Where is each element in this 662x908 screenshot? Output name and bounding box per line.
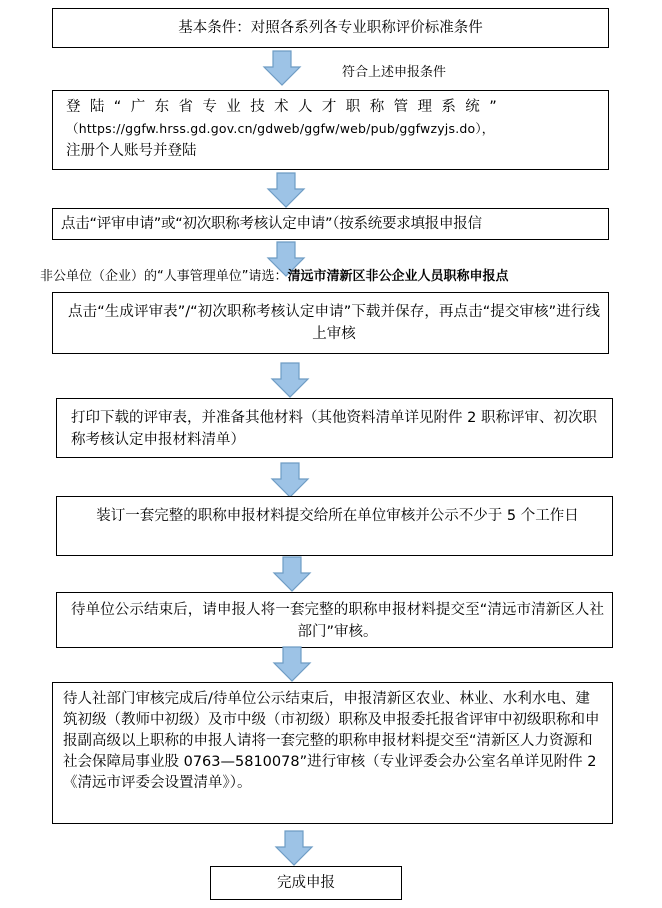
step-apply-review <box>52 208 609 240</box>
step-login-system-url: （https://ggfw.hrss.gd.gov.cn/gdweb/ggfw/web/pub/ggfwzyjs.do）， <box>66 121 495 136</box>
down-arrow-icon <box>270 462 310 498</box>
down-arrow-icon <box>272 646 312 682</box>
step-generate-form <box>52 292 609 354</box>
step-login-system-line3: 注册个人账号并登陆 <box>66 143 197 159</box>
down-arrow-icon <box>274 830 314 866</box>
step-print-form-text: 打印下载的评审表，并准备其他材料（其他资料清单详见附件 2 职称评审、初次职称考核认定申报材料清单） <box>71 410 597 448</box>
step-bind-materials <box>56 496 613 556</box>
step-print-form <box>56 398 613 458</box>
step-login-system-line1: 登陆“广东省专业技术人才职称管理系统” <box>66 99 507 115</box>
step-submit-hr <box>56 592 613 648</box>
step-bind-materials-text: 装订一套完整的职称申报材料提交给所在单位审核并公示不少于 5 个工作日 <box>96 508 579 524</box>
down-arrow-icon <box>270 362 310 398</box>
step-complete <box>210 866 402 900</box>
step-generate-form-text: 点击“生成评审表”/“初次职称考核认定申请”下载并保存，再点击“提交审核”进行线上审核 <box>68 304 600 342</box>
down-arrow-icon <box>272 556 312 592</box>
step-complete-text: 完成申报 <box>277 875 335 891</box>
step-final-review-text: 待人社部门审核完成后/待单位公示结束后，申报清新区农业、林业、水利水电、建筑初级（教师中初级）及市中级（市初级）职称及申报委托报省评审中初级职称和申报副高级以上职称的申报人请将一套完整的职称申报材料提交至“清新区人力资源和社会保障局事业股 0763—5810078”进行审核（专业评委会办公室名单详见附件 2《清远市评委会设置清单》）。 <box>63 691 600 791</box>
down-arrow-icon <box>266 172 306 208</box>
step-login-system <box>52 90 609 170</box>
step-basic-conditions <box>52 8 609 48</box>
step-basic-conditions-text: 基本条件：对照各系列各专业职称评价标准条件 <box>178 20 483 36</box>
down-arrow-icon <box>262 50 302 86</box>
hr-unit-note <box>40 268 509 286</box>
hr-unit-note-prefix: 非公单位（企业）的“人事管理单位”请选： <box>40 269 288 284</box>
step-apply-review-text: 点击“评审申请”或“初次职称考核认定申请”（按系统要求填报申报信 <box>61 216 482 232</box>
step-submit-hr-text: 待单位公示结束后，请申报人将一套完整的职称申报材料提交至“清远市清新区人社部门”审核。 <box>71 602 604 640</box>
condition-note: 符合上述申报条件 <box>342 65 447 80</box>
step-final-review <box>52 682 613 824</box>
hr-unit-note-value: 清远市清新区非公企业人员职称申报点 <box>287 269 509 284</box>
